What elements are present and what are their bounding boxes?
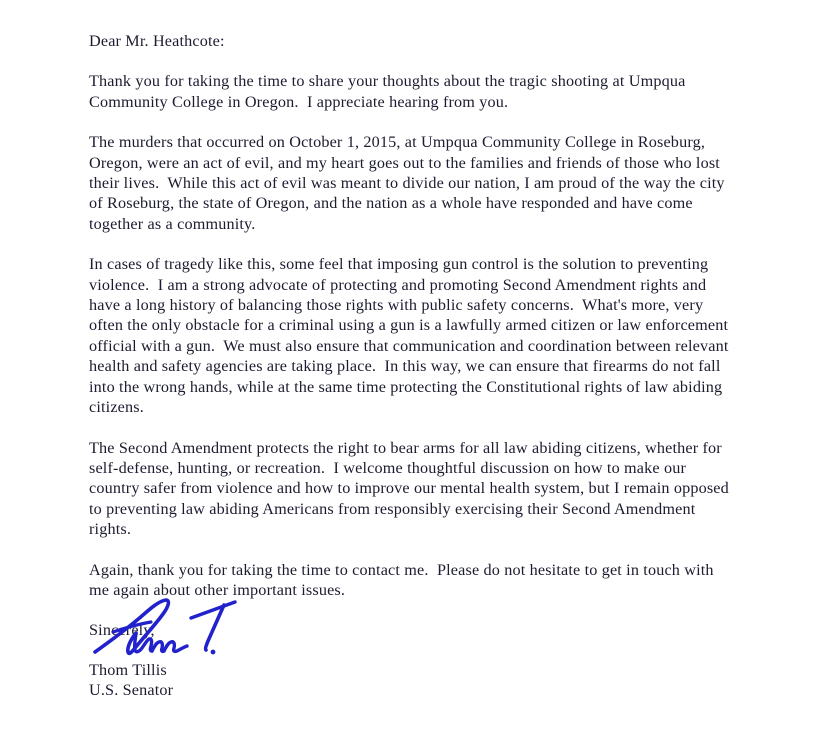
paragraph-1: Thank you for taking the time to share your thoughts about the tragic shooting at Umpqua Community College in Oregon. I appreciate hearing from you.: [89, 72, 690, 111]
salutation: Dear Mr. Heathcote:: [89, 32, 225, 50]
paragraph-4: The Second Amendment protects the right to bear arms for all law abiding citizens, whether for self-defense, hunting, or recreation. I welcome thoughtful discussion on how to make our country safer from violence and how to improve our mental health system, but I remain opposed to preventing law abiding Americans from responsibly exercising their Second Amendment rights.: [89, 438, 734, 539]
handwritten-signature-icon: [91, 596, 241, 658]
signature-title: U.S. Senator: [89, 681, 174, 700]
paragraph-2: The murders that occurred on October 1, 2015, at Umpqua Community College in Roseburg, Oregon, were an act of evil, and my heart goes out to the families and friends of those who lost their lives. While this act of evil was meant to divide our nation, I am proud of the way the city of Roseburg, the state of Oregon, and the nation as a whole have responded and have come together as a community.: [89, 133, 729, 233]
signature-block: [89, 596, 409, 701]
paragraph-5: Again, thank you for taking the time to contact me. Please do not hesitate to get in touch with me again about other important issues.: [89, 560, 718, 599]
signature-name: Thom Tillis: [89, 661, 167, 679]
letter-body: [89, 31, 737, 641]
closing-line: Sincerely,: [89, 621, 155, 640]
paragraph-3: In cases of tragedy like this, some feel that imposing gun control is the solution to preventing violence. I am a strong advocate of protecting and promoting Second Amendment rights and have a long history of balancing those rights with public safety concerns. What's more, very often the only obstacle for a criminal using a gun is a lawfully armed citizen or law enforcement official with a gun. We must also ensure that communication and coordination between relevant health and safety agencies are taking place. In this way, we can ensure that firearms do not fall into the wrong hands, while at the same time protecting the Constitutional rights of law abiding citizens.: [89, 255, 733, 417]
